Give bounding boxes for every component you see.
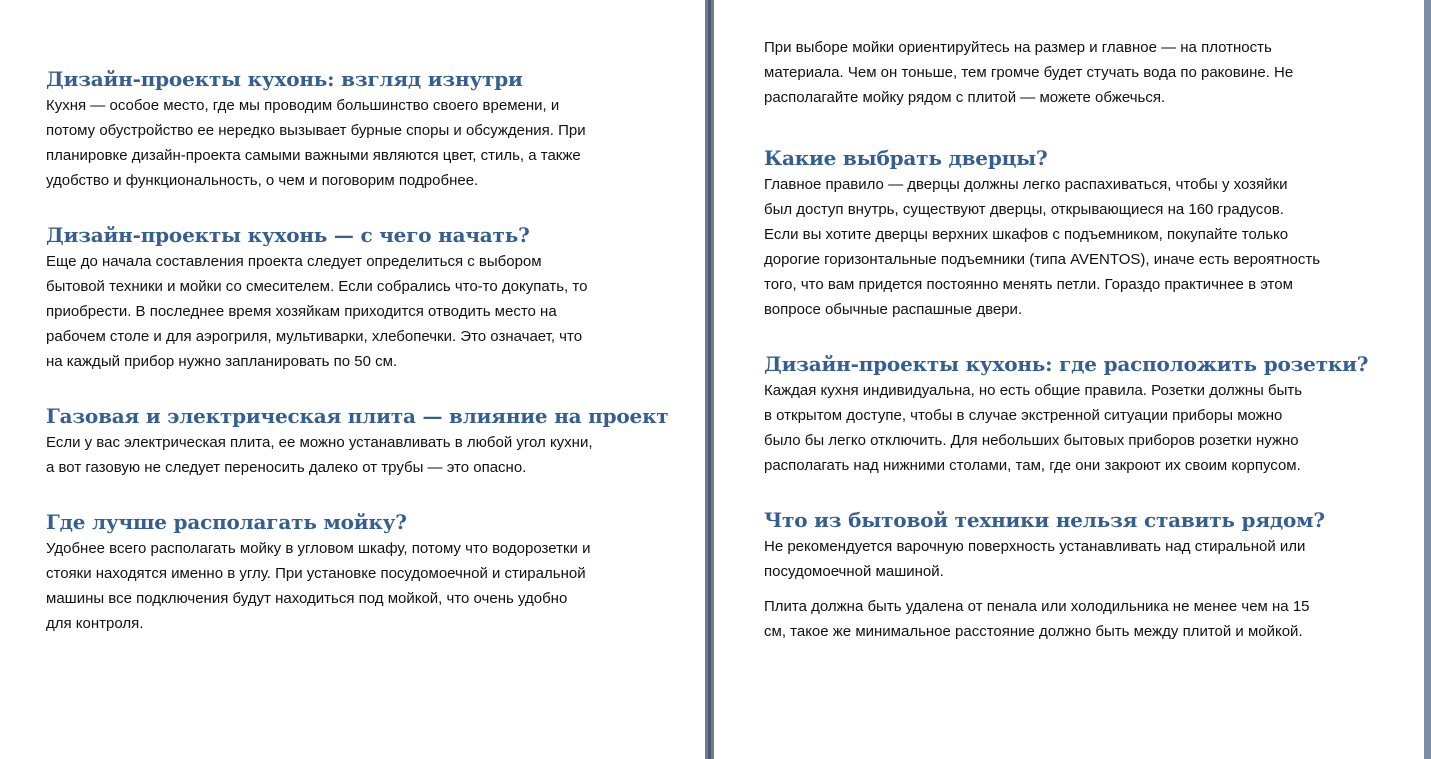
text-line: Удобнее всего располагать мойку в угловом шкафу, потому что водорозетки и [46, 540, 591, 557]
text-line: см, такое же минимальное расстояние должно быть между плитой и мойкой. [764, 623, 1303, 640]
text-line: на каждый прибор нужно запланировать по 50 см. [46, 353, 398, 370]
paragraph [46, 249, 686, 374]
paragraph [46, 536, 686, 636]
text-line: в открытом доступе, чтобы в случае экстренной ситуации приборы можно [764, 407, 1283, 424]
section-heading: Дизайн-проекты кухонь: где расположить розетки? [764, 352, 1369, 376]
paragraph [764, 534, 1404, 584]
section-heading: Что из бытовой техники нельзя ставить рядом? [764, 508, 1325, 532]
text-line: было бы легко отключить. Для небольших бытовых приборов розетки нужно [764, 432, 1299, 449]
section-where-to-start [46, 222, 686, 374]
window-right-edge [1424, 0, 1431, 759]
text-line: был доступ внутрь, существуют дверцы, открывающиеся на 160 градусов. [764, 201, 1284, 218]
text-line: планировке дизайн-проекта самыми важными являются цвет, стиль, а также [46, 147, 581, 164]
page-left [0, 0, 705, 759]
text-line: посудомоечной машиной. [764, 563, 944, 580]
text-line: машины все подключения будут находиться под мойкой, что очень удобно [46, 590, 568, 607]
text-line: Если у вас электрическая плита, ее можно устанавливать в любой угол кухни, [46, 434, 593, 451]
paragraph [764, 594, 1404, 644]
page-right-content [764, 35, 1404, 673]
paragraph [46, 430, 686, 480]
text-line: дорогие горизонтальные подъемники (типа AVENTOS), иначе есть вероятность [764, 251, 1321, 268]
text-line: вопросе обычные распашные двери. [764, 301, 1023, 318]
text-line: Еще до начала составления проекта следует определиться с выбором [46, 253, 542, 270]
section-doors [764, 145, 1404, 322]
text-line: Кухня — особое место, где мы проводим большинство своего времени, и [46, 97, 560, 114]
text-line: Каждая кухня индивидуальна, но есть общие правила. Розетки должны быть [764, 382, 1303, 399]
text-line: При выборе мойки ориентируйтесь на размер и главное — на плотность [764, 39, 1272, 56]
text-line: рабочем столе и для аэрогриля, мультиварки, хлебопечки. Это означает, что [46, 328, 583, 345]
section-appliances [764, 507, 1404, 644]
paragraph [764, 172, 1404, 322]
text-line: располагайте мойку рядом с плитой — можете обжечься. [764, 89, 1166, 106]
text-line: Главное правило — дверцы должны легко распахиваться, чтобы у хозяйки [764, 176, 1288, 193]
section-heading: Дизайн-проекты кухонь: взгляд изнутри [46, 67, 523, 91]
section-heading: Какие выбрать дверцы? [764, 146, 1048, 170]
paragraph [764, 378, 1404, 478]
text-line: удобство и функциональность, о чем и поговорим подробнее. [46, 172, 479, 189]
section-sockets [764, 351, 1404, 478]
text-line: Плита должна быть удалена от пенала или холодильника не менее чем на 15 [764, 598, 1310, 615]
text-line: Не рекомендуется варочную поверхность устанавливать над стиральной или [764, 538, 1306, 555]
text-line: того, что вам придется постоянно менять петли. Гораздо практичнее в этом [764, 276, 1293, 293]
paragraph [46, 93, 686, 193]
page-separator-shadow [708, 0, 711, 759]
section-sink [46, 509, 686, 636]
lead-paragraph [764, 35, 1404, 110]
section-heading: Газовая и электрическая плита — влияние на проект [46, 404, 669, 428]
text-line: материала. Чем он тоньше, тем громче будет стучать вода по раковине. Не [764, 64, 1294, 81]
text-line: приобрести. В последнее время хозяйкам приходится отводить место на [46, 303, 557, 320]
text-line: Если вы хотите дверцы верхних шкафов с подъемником, покупайте только [764, 226, 1289, 243]
section-heading: Где лучше располагать мойку? [46, 510, 407, 534]
section-heading: Дизайн-проекты кухонь — с чего начать? [46, 223, 530, 247]
text-line: бытовой техники и мойки со смесителем. Если собрались что-то докупать, то [46, 278, 588, 295]
page-right [714, 0, 1424, 759]
section-stove [46, 403, 686, 480]
text-line: а вот газовую не следует переносить далеко от трубы — это опасно. [46, 459, 527, 476]
text-line: располагать над нижними столами, там, где они закроют их своим корпусом. [764, 457, 1301, 474]
text-line: потому обустройство ее нередко вызывает бурные споры и обсуждения. При [46, 122, 586, 139]
section-design-inside [46, 66, 686, 193]
text-line: для контроля. [46, 615, 144, 632]
text-line: стояки находятся именно в углу. При установке посудомоечной и стиральной [46, 565, 586, 582]
page-left-content [46, 66, 686, 665]
